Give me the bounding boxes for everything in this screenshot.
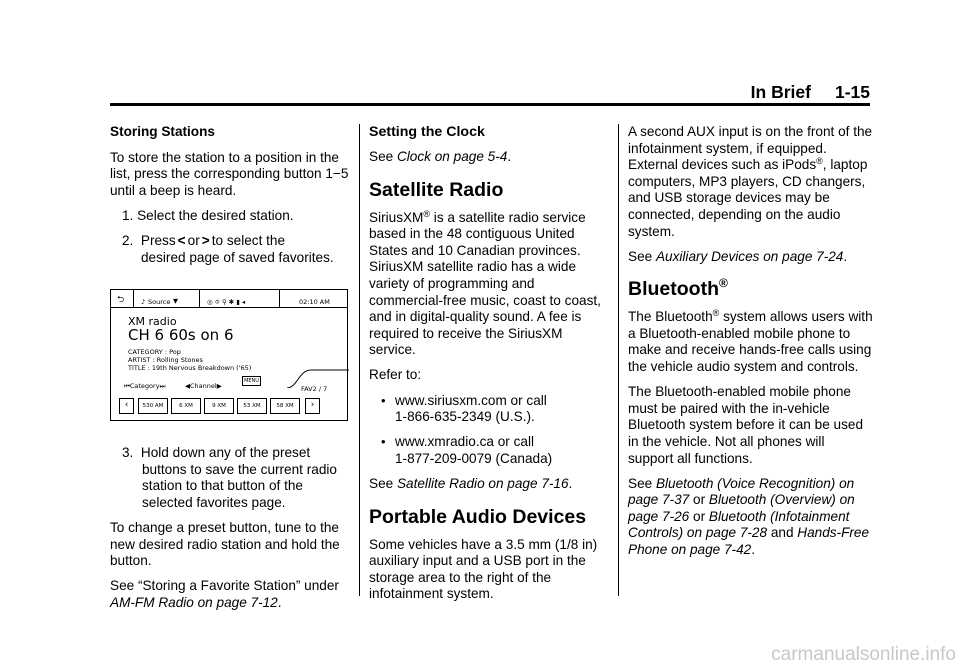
track-category: CATEGORY : Pop	[128, 348, 181, 357]
radio-top-bar	[111, 290, 347, 308]
registered-mark: ®	[816, 156, 823, 167]
paragraph: To store the station to a position in the list, press the corresponding button 1−5 until a beep is heard.	[110, 149, 349, 198]
favorite-page: FAV2 / 7	[301, 385, 328, 394]
cross-reference: Clock on page 5-4	[396, 149, 508, 164]
step-text: to select the	[211, 232, 286, 248]
radio-service: XM radio	[128, 315, 177, 329]
step-text: Press	[140, 232, 176, 248]
text: www.xmradio.ca or call	[395, 434, 534, 450]
text: .	[277, 594, 282, 610]
radio-channel: CH 6 60s on 6	[128, 326, 234, 345]
cross-reference: AM-FM Radio on page 7-12	[110, 594, 278, 610]
right-triangle-icon: ▶	[216, 382, 222, 391]
preset-button: 530 AM	[138, 398, 168, 414]
channel-control	[185, 378, 222, 395]
watermark: carmanualsonline.info	[771, 644, 956, 665]
bullet-icon: •	[381, 434, 386, 450]
step-3	[110, 445, 350, 511]
radio-display-illustration	[110, 289, 348, 421]
step-text: buttons to save the current radio station to that button of the selected favorites page.	[142, 461, 337, 510]
portable-audio-heading: Portable Audio Devices	[369, 505, 587, 528]
paragraph	[369, 149, 609, 166]
text: 1-866-635-2349 (U.S.).	[395, 409, 535, 425]
cross-reference: Auxiliary Devices on page 7-24	[655, 248, 844, 264]
category-control	[124, 378, 165, 395]
paragraph: To change a preset button, tune to the new desired radio station and hold the button.	[110, 520, 340, 569]
step-number: 3.	[122, 445, 134, 461]
registered-mark: ®	[718, 276, 728, 291]
back-arrow-icon: ⮌	[117, 295, 125, 306]
list-item	[369, 434, 609, 467]
bullet-icon: •	[381, 392, 386, 408]
step-number: 2.	[122, 232, 134, 248]
column-3	[628, 124, 873, 567]
cross-reference: Satellite Radio on page 7-16	[396, 475, 569, 491]
music-note-icon: ♪	[141, 298, 146, 307]
preset-button: 9 XM	[204, 398, 234, 414]
page-number: 1-15	[834, 82, 870, 102]
step-text: or	[187, 232, 200, 248]
column-2	[369, 124, 609, 611]
cross-reference: Hands-Free Phone on page 7-42	[628, 525, 870, 557]
text: is a satellite radio service based in the 48 contiguous United States and 10 Canadian provinces. SiriusXM satellite radio has a wide variety of programming and commercial-free music, coast to coast, and in digital-quality sound. A fee is required to receive the SiriusXM service.	[369, 209, 601, 358]
paragraph	[628, 249, 873, 266]
paragraph: Some vehicles have a 3.5 mm (1/8 in) auxiliary input and a USB port in the storage area to the right of the infotainment system.	[369, 536, 598, 602]
step-text: Hold down any of the preset	[140, 445, 311, 461]
dropdown-icon: ▼	[173, 297, 178, 306]
status-icons: ◎ ⯑ ⚲ ✱ ▮ ◂	[207, 298, 246, 307]
registered-mark: ®	[423, 208, 431, 219]
paragraph: The Bluetooth-enabled mobile phone must be paired with the in-vehicle Bluetooth system before it can be used in the vehicle. Not all phones will support all functions.	[628, 384, 864, 466]
track-title: TITLE : 19th Nervous Breakdown ('65)	[128, 364, 252, 373]
step-2	[110, 233, 350, 250]
next-icon: ⏭	[159, 382, 166, 391]
paragraph	[369, 476, 609, 493]
text: , laptop computers, MP3 players, CD changers, and USB storage devices may be connected, depending on the audio system.	[628, 157, 868, 239]
setting-clock-heading: Setting the Clock	[369, 124, 485, 140]
bluetooth-heading	[628, 278, 873, 300]
heading-text: Bluetooth	[628, 278, 719, 301]
preset-button: 6 XM	[171, 398, 201, 414]
text: See	[369, 149, 394, 164]
text: system allows users with a Bluetooth-enabled mobile phone to make and receive hands-free calls using the vehicle audio system and controls.	[628, 309, 873, 375]
text: .	[568, 475, 573, 491]
text: See	[628, 248, 653, 264]
satellite-radio-heading: Satellite Radio	[369, 178, 504, 201]
text: .	[507, 149, 512, 164]
clock-time: 02:10 AM	[299, 298, 330, 307]
column-divider	[618, 124, 619, 596]
column-divider	[359, 124, 360, 596]
paragraph	[628, 476, 873, 559]
text: or	[689, 492, 709, 508]
right-chevron-icon: ›	[305, 398, 320, 414]
left-chevron-icon: <	[177, 232, 186, 248]
paragraph	[628, 309, 873, 375]
text: .	[843, 248, 848, 264]
cross-reference: Bluetooth (Infotainment Controls) on page 7-28	[628, 508, 850, 541]
registered-mark: ®	[712, 308, 720, 319]
column-1	[110, 124, 350, 620]
text: The Bluetooth	[628, 309, 713, 325]
step-1: 1. Select the desired station.	[122, 207, 294, 223]
text: or	[689, 508, 709, 524]
cross-reference: Bluetooth (Voice Recognition) on page 7-37	[628, 475, 855, 508]
paragraph	[628, 124, 873, 240]
paragraph: Refer to:	[369, 367, 422, 383]
paragraph	[110, 578, 350, 611]
step-2-continued: desired page of saved favorites.	[141, 249, 334, 265]
text: See	[628, 475, 653, 491]
text: SiriusXM	[369, 209, 424, 225]
paragraph	[369, 210, 609, 359]
text: See	[369, 475, 394, 491]
text: www.siriusxm.com or call	[395, 392, 547, 408]
channel-label: Channel	[190, 382, 217, 391]
left-triangle-icon: ◀	[185, 382, 190, 391]
storing-stations-heading: Storing Stations	[110, 124, 215, 139]
menu-button: MENU	[242, 376, 261, 386]
text: 1-877-209-0079 (Canada)	[395, 450, 553, 466]
left-chevron-icon: ‹	[119, 398, 134, 414]
category-label: Category	[129, 382, 160, 391]
source-label: Source	[148, 298, 171, 307]
text: See “Storing a Favorite Station” under	[110, 578, 339, 594]
preset-button: 53 XM	[237, 398, 267, 414]
track-info	[128, 348, 251, 372]
preset-button: 58 XM	[270, 398, 300, 414]
list-item	[369, 393, 609, 426]
text: A second AUX input is on the front of the infotainment system, if equipped. External devices such as iPods	[628, 124, 873, 173]
track-artist: ARTIST : Rolling Stones	[128, 356, 203, 365]
text: .	[751, 541, 755, 557]
section-title: In Brief	[750, 82, 811, 102]
text: and	[767, 525, 798, 541]
right-chevron-icon: >	[201, 232, 210, 248]
header-rule	[110, 103, 870, 106]
prev-icon: ⏮	[124, 382, 130, 391]
preset-buttons	[119, 398, 341, 414]
cross-reference: Bluetooth (Overview) on page 7-26	[628, 492, 855, 524]
